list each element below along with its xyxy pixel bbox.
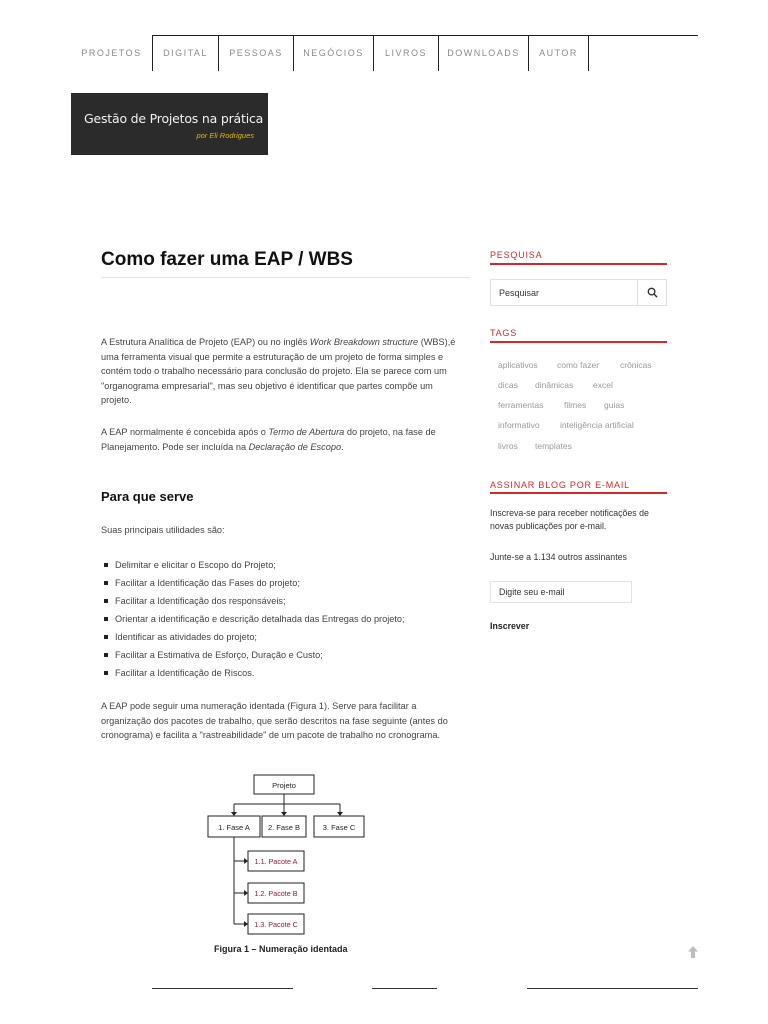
subscribe-widget-title: ASSINAR BLOG POR E-MAIL <box>490 480 630 490</box>
subscriber-count: Junte-se a 1.134 outros assinantes <box>490 552 627 562</box>
utilities-intro: Suas principais utilidades são: <box>101 525 225 535</box>
diagram-phase-label: 1. Fase A <box>218 823 250 832</box>
diagram-phase-label: 3. Fase C <box>322 823 356 832</box>
search-icon <box>647 287 658 298</box>
tag-guias[interactable]: guias <box>604 400 625 410</box>
nav-item-pessoas[interactable]: PESSOAS <box>218 35 293 71</box>
diagram-root-label: Projeto <box>272 781 296 790</box>
nav-item-negocios[interactable]: NEGÓCIOS <box>293 35 373 71</box>
list-item: Facilitar a Identificação de Riscos. <box>101 664 405 682</box>
title-divider <box>101 277 470 278</box>
diagram-phase-a <box>208 816 260 837</box>
diagram-phase-c <box>314 816 364 837</box>
subscribe-description: Inscreva-se para receber notificações de novas publicações por e-mail. <box>490 508 649 531</box>
intro-paragraph: A Estrutura Analítica de Projeto (EAP) ou no inglês Work Breakdown structure (WBS),é uma ferramenta visual que permite a estruturação de um projeto de forma simples e contém todo o trabalho necessário para conclusão do projeto. Ela se parece com um "organograma empresarial", mas seu objetivo é identificar que partes compõe um projeto. <box>101 337 456 406</box>
search-button[interactable] <box>638 280 666 305</box>
tag-dicas[interactable]: dicas <box>498 380 518 390</box>
section-heading: Para que serve <box>101 489 194 504</box>
search-widget-rule <box>490 263 667 265</box>
diagram-package-a <box>248 851 304 871</box>
search-input[interactable] <box>491 280 638 305</box>
list-item: Facilitar a Identificação dos responsáveis; <box>101 592 405 610</box>
list-item: Identificar as atividades do projeto; <box>101 628 405 646</box>
tag-inteligencia-artificial[interactable]: inteligência artificial <box>560 420 634 430</box>
diagram-package-label: 1.3. Pacote C <box>254 920 298 929</box>
search-form <box>490 279 667 306</box>
list-item: Facilitar a Identificação das Fases do projeto; <box>101 574 405 592</box>
list-item: Facilitar a Estimativa de Esforço, Duração e Custo; <box>101 646 405 664</box>
diagram-root-node <box>254 775 314 794</box>
tag-templates[interactable]: templates <box>535 441 572 451</box>
numbering-paragraph: A EAP pode seguir uma numeração identada (Figura 1). Serve para facilitar a organização dos pacotes de trabalho, que serão descritos na fase seguinte (antes do cronograma) e facilita a "rastreabilidade" de um pacote de trabalho no cronograma. <box>101 701 448 741</box>
diagram-package-b <box>248 883 304 903</box>
nav-item-projetos[interactable]: PROJETOS <box>81 48 142 58</box>
tag-livros[interactable]: livros <box>498 441 518 451</box>
logo-title: Gestão de Projetos na prática <box>84 111 264 126</box>
nav-item-autor[interactable]: AUTOR <box>528 35 589 71</box>
diagram-phase-label: 2. Fase B <box>267 823 301 832</box>
diagram-package-c <box>248 914 304 934</box>
tag-informativo[interactable]: informativo <box>498 420 540 430</box>
tag-ferramentas[interactable]: ferramentas <box>498 400 544 410</box>
post-title: Como fazer uma EAP / WBS <box>101 249 353 270</box>
list-item: Orientar a identificação e descrição detalhada das Entregas do projeto; <box>101 610 405 628</box>
utilities-list <box>101 556 405 682</box>
bottom-nav-line <box>527 988 698 989</box>
subscribe-widget-rule <box>490 492 667 494</box>
email-field-wrapper <box>490 581 632 603</box>
tag-filmes[interactable]: filmes <box>564 400 587 410</box>
figure-caption: Figura 1 – Numeração identada <box>214 944 348 954</box>
tags-widget-title: TAGS <box>490 328 518 338</box>
bottom-nav-line <box>152 988 293 989</box>
top-navigation <box>71 35 698 73</box>
diagram-package-label: 1.2. Pacote B <box>254 889 298 898</box>
diagram-phase-b <box>262 816 306 837</box>
arrow-up-icon[interactable] <box>686 945 700 959</box>
tag-cronicas[interactable]: crônicas <box>620 360 652 370</box>
nav-item-livros[interactable]: LIVROS <box>373 35 438 71</box>
tag-dinamicas[interactable]: dinâmicas <box>535 380 574 390</box>
diagram-package-label: 1.1. Pacote A <box>254 857 298 866</box>
second-paragraph: A EAP normalmente é concebida após o Termo de Abertura do projeto, na fase de Planejamento. Pode ser incluída na Declaração de Escopo. <box>101 427 436 452</box>
nav-item-digital[interactable]: DIGITAL <box>152 35 218 71</box>
tag-como-fazer[interactable]: como fazer <box>557 360 600 370</box>
email-field[interactable] <box>491 582 631 602</box>
tag-excel[interactable]: excel <box>593 380 613 390</box>
search-widget-title: PESQUISA <box>490 250 543 260</box>
site-logo[interactable] <box>71 93 268 155</box>
nav-item-downloads[interactable]: DOWNLOADS <box>438 35 528 71</box>
logo-subtitle: por Eli Rodrigues <box>196 131 254 140</box>
eap-diagram <box>200 770 370 940</box>
bottom-nav-line <box>372 988 437 989</box>
tag-aplicativos[interactable]: aplicativos <box>498 360 538 370</box>
subscribe-button[interactable]: Inscrever <box>490 621 530 631</box>
list-item: Delimitar e elicitar o Escopo do Projeto; <box>101 556 405 574</box>
tags-widget-rule <box>490 341 667 343</box>
